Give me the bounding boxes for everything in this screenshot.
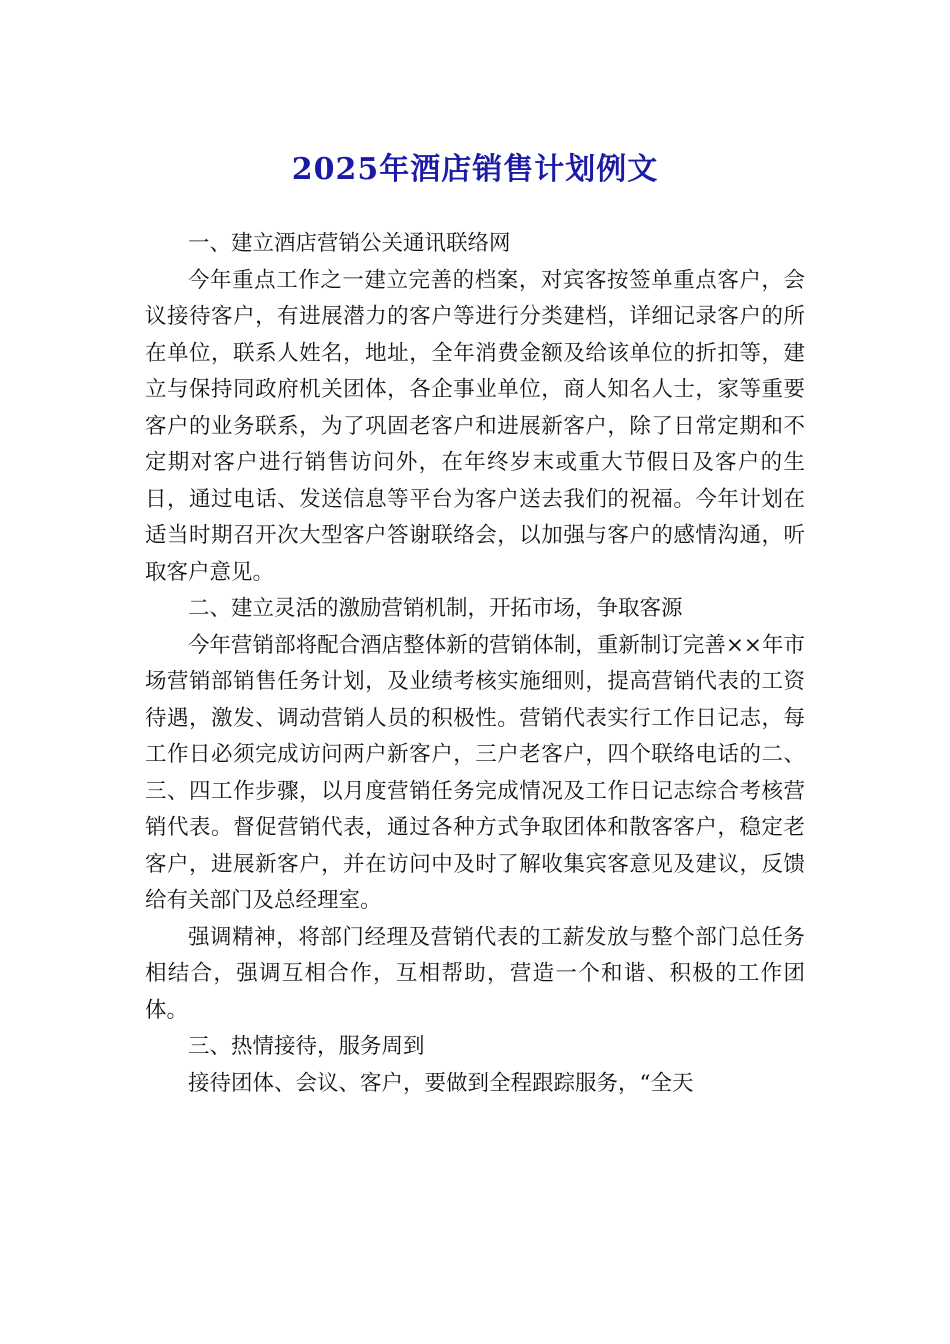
paragraph: 今年重点工作之一建立完善的档案，对宾客按签单重点客户，会议接待客户，有进展潜力的客户等进行分类建档，详细记录客户的所在单位，联系人姓名，地址，全年消费金额及给该单位的折扣等，建立与保持同政府机关团体，各企事业单位，商人知名人士，家等重要客户的业务联系，为了巩固老客户和进展新客户，除了日常定期和不定期对客户进行销售访问外，在年终岁末或重大节假日及客户的生日，通过电话、发送信息等平台为客户送去我们的祝福。今年计划在适当时期召开次大型客户答谢联络会，以加强与客户的感情沟通，听取客户意见。 xyxy=(145,267,805,585)
paragraph: 接待团体、会议、客户，要做到全程跟踪服务，“全天 xyxy=(188,1070,694,1096)
document-body xyxy=(145,226,805,1102)
paragraph: 今年营销部将配合酒店整体新的营销体制，重新制订完善××年市场营销部销售任务计划，及业绩考核实施细则，提高营销代表的工资待遇，激发、调动营销人员的积极性。营销代表实行工作日记志，每工作日必须完成访问两户新客户，三户老客户，四个联络电话的二、三、四工作步骤，以月度营销任务完成情况及工作日记志综合考核营销代表。督促营销代表，通过各种方式争取团体和散客客户，稳定老客户，进展新客户，并在访问中及时了解收集宾客意见及建议，反馈给有关部门及总经理室。 xyxy=(145,632,805,913)
section-heading-2: 二、建立灵活的激励营销机制，开拓市场，争取客源 xyxy=(188,596,683,621)
section-heading-3: 三、热情接待，服务周到 xyxy=(188,1034,425,1059)
section-heading-1: 一、建立酒店营销公关通讯联络网 xyxy=(188,231,511,256)
document-title: 2025年酒店销售计划例文 xyxy=(291,152,659,188)
paragraph: 强调精神，将部门经理及营销代表的工薪发放与整个部门总任务相结合，强调互相合作，互相帮助，营造一个和谐、积极的工作团体。 xyxy=(145,924,805,1023)
